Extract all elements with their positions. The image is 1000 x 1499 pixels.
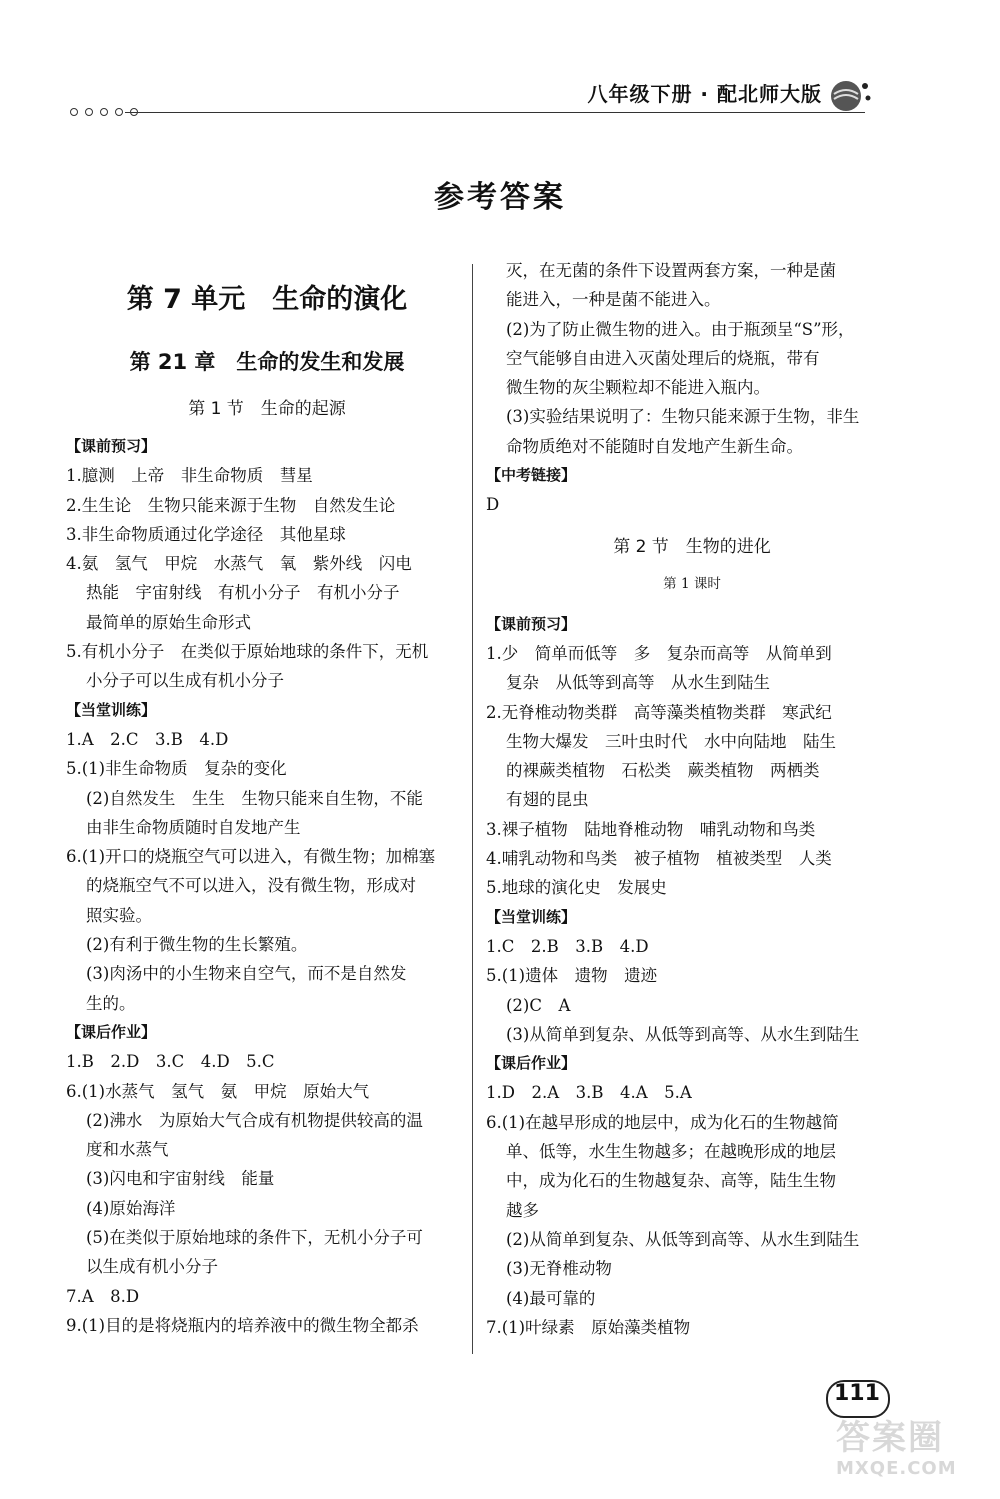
watermark-main: 答案圈 [836,1418,944,1458]
answer-line: 5.(1)遗体 遗物 遗迹 [486,966,658,986]
answer-line: (3)闪电和宇宙射线 能量 [86,1169,275,1189]
section-title-2: 第 2 节 生物的进化 [613,536,771,557]
answer-line: 的烧瓶空气不可以进入，没有微生物，形成对 [86,876,416,896]
answer-line: 单、低等，水生生物越多；在越晚形成的地层 [506,1142,836,1162]
answer-line: 小分子可以生成有机小分子 [86,671,284,691]
answer-line: (3)实验结果说明了：生物只能来源于生物，非生 [506,407,860,427]
section-tag: 【中考链接】 [486,466,577,485]
document-title: 参考答案 [434,180,566,215]
answer-line: 9.(1)目的是将烧瓶内的培养液中的微生物全都杀 [66,1315,419,1335]
answer-line: 1.少 简单而低等 多 复杂而高等 从简单到 [486,643,832,663]
left-column [66,256,468,1340]
answer-line: 热能 宇宙射线 有机小分子 有机小分子 [86,583,400,603]
answer-line: 2.生生论 生物只能来源于生物 自然发生论 [66,495,396,515]
answer-list-left [66,432,468,1340]
answer-line: (3)无脊椎动物 [506,1259,612,1279]
answer-line: 微生物的灰尘颗粒却不能进入瓶内。 [506,378,770,398]
right-column [486,256,898,1342]
header-rule [125,112,865,113]
answer-line: (2)自然发生 生生 生物只能来自生物，不能 [86,788,423,808]
answer-line: 4.哺乳动物和鸟类 被子植物 植被类型 人类 [486,849,832,869]
answer-line: 1.B 2.D 3.C 4.D 5.C [66,1052,275,1072]
answer-line: (4)最可靠的 [506,1288,596,1308]
answer-line: 命物质绝对不能随时自发地产生新生命。 [506,436,803,456]
answer-line: 5.(1)非生命物质 复杂的变化 [66,759,287,779]
answer-list-right-a [486,256,898,520]
section-tag: 【课前预习】 [66,437,157,455]
answer-line: 6.(1)在越早形成的地层中，成为化石的生物越简 [486,1112,839,1132]
answer-line: 3.裸子植物 陆地脊椎动物 哺乳动物和鸟类 [486,819,816,839]
answer-line: 1.D 2.A 3.B 4.A 5.A [486,1083,692,1103]
answer-line: 1.臆测 上帝 非生命物质 彗星 [66,466,313,486]
answer-list-right-b [486,610,898,1342]
answer-line: D [486,495,500,515]
answer-line: 生的。 [86,993,136,1013]
answer-line: 有翅的昆虫 [506,790,589,810]
answer-line: 6.(1)开口的烧瓶空气可以进入，有微生物；加棉塞 [66,847,436,867]
answer-line: (2)C A [506,995,571,1015]
page-number: 111 [834,1381,880,1406]
answer-line: 4.氨 氢气 甲烷 水蒸气 氧 紫外线 闪电 [66,554,412,574]
answer-line: 1.A 2.C 3.B 4.D [66,729,229,749]
answer-line: 5.地球的演化史 发展史 [486,878,667,898]
answer-line: 的裸蕨类植物 石松类 蕨类植物 两栖类 [506,761,820,781]
answer-line: 由非生命物质随时自发地产生 [86,817,301,837]
answer-line: 空气能够自由进入灭菌处理后的烧瓶，带有 [506,348,820,368]
section-tag: 【课后作业】 [66,1022,157,1041]
section-tag: 【课后作业】 [486,1054,577,1073]
answer-line: (5)在类似于原始地球的条件下，无机小分子可 [86,1228,423,1248]
section-title: 第 1 节 生命的起源 [188,399,346,419]
answer-line: 以生成有机小分子 [86,1257,218,1277]
section-tag: 【当堂训练】 [66,700,157,719]
answer-line: (4)原始海洋 [86,1198,176,1218]
book-logo-icon [828,72,872,116]
answer-line: (2)为了防止微生物的进入。由于瓶颈呈“S”形， [506,319,855,339]
answer-line: (2)沸水 为原始大气合成有机物提供较高的温 [86,1110,423,1130]
chapter-title: 第 21 章 生命的发生和发展 [129,350,405,374]
answer-line: 度和水蒸气 [86,1140,169,1160]
answer-line: 7.(1)叶绿素 原始藻类植物 [486,1317,691,1337]
answer-line: (3)从简单到复杂、从低等到高等、从水生到陆生 [506,1024,860,1044]
answer-line: (2)有利于微生物的生长繁殖。 [86,935,308,955]
column-divider [472,264,473,1354]
answer-line: 中，成为化石的生物越复杂、高等，陆生生物 [506,1171,836,1191]
answer-line: 6.(1)水蒸气 氢气 氨 甲烷 原始大气 [66,1081,370,1101]
answer-line: 生物大爆发 三叶虫时代 水中向陆地 陆生 [506,731,836,751]
answer-line: (3)肉汤中的小生物来自空气，而不是自然发 [86,964,407,984]
section-tag: 【当堂训练】 [486,907,577,926]
watermark [836,1418,957,1480]
answer-line: 灭，在无菌的条件下设置两套方案，一种是菌 [506,261,836,280]
lesson-title: 第 1 课时 [663,575,721,592]
answer-line: 照实验。 [86,905,152,925]
answer-line: 1.C 2.B 3.B 4.D [486,936,649,956]
watermark-url: MXQE.COM [836,1458,957,1479]
section-tag: 【课前预习】 [486,614,577,633]
answer-line: 最简单的原始生命形式 [86,612,251,632]
answer-line: 2.无脊椎动物类群 高等藻类植物类群 寒武纪 [486,702,832,722]
header-title: 八年级下册 · 配北师大版 [587,82,822,106]
unit-title: 第 7 单元 生命的演化 [126,284,408,315]
answer-line: 5.有机小分子 在类似于原始地球的条件下，无机 [66,642,429,662]
answer-line: 3.非生命物质通过化学途径 其他星球 [66,524,346,544]
answer-line: 7.A 8.D [66,1286,140,1306]
answer-line: (2)从简单到复杂、从低等到高等、从水生到陆生 [506,1229,860,1249]
answer-line: 越多 [506,1200,539,1220]
answer-line: 能进入，一种是菌不能进入。 [506,290,721,310]
answer-line: 复杂 从低等到高等 从水生到陆生 [506,673,770,693]
